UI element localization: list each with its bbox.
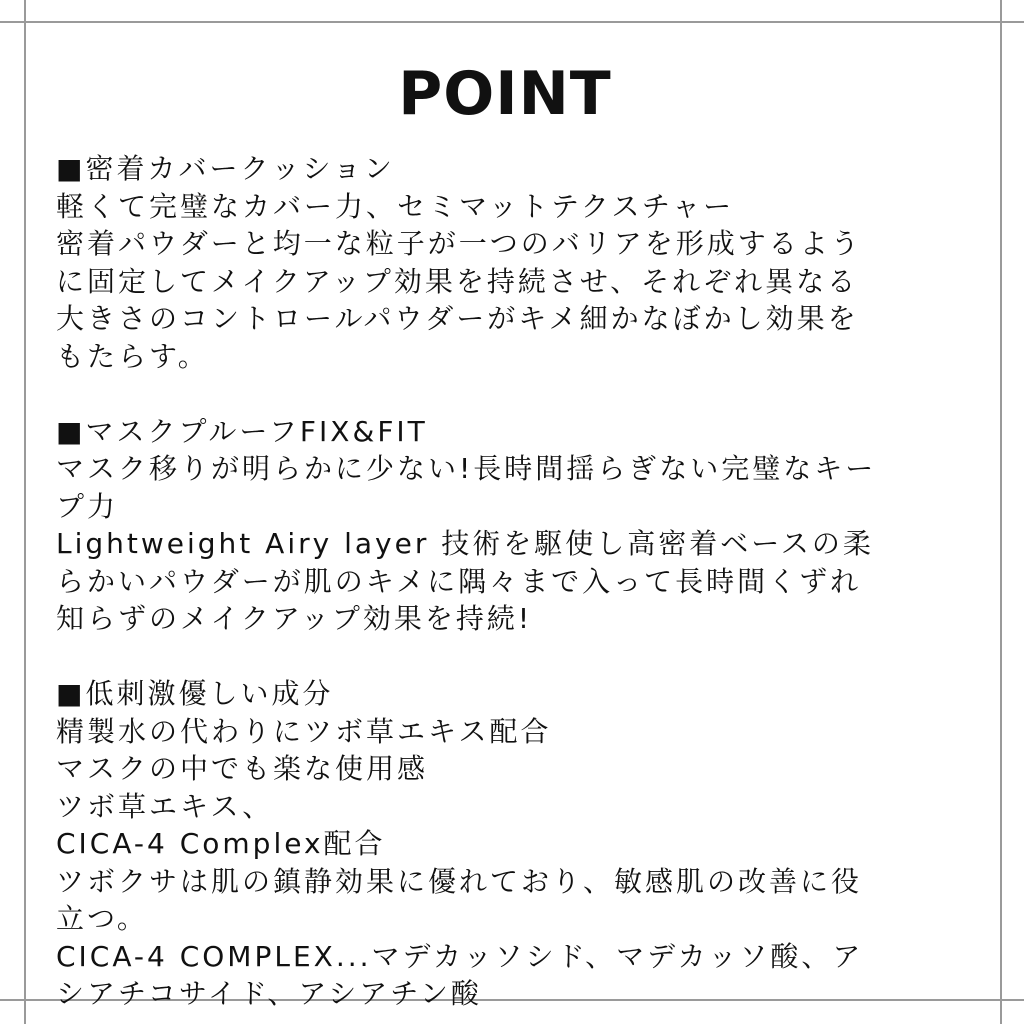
section-heading: ■密着カバークッション <box>56 152 395 185</box>
section-heading: ■低刺激優しい成分 <box>56 677 334 710</box>
section-text-line: Lightweight Airy layer 技術を駆使し高密着ベースの柔 <box>56 527 874 560</box>
section-text-line: もたらす。 <box>56 339 209 373</box>
section-text-line: 知らずのメイクアップ効果を持続! <box>56 602 533 635</box>
frame-line-right <box>1000 0 1002 1024</box>
section-text-line: 精製水の代わりにツボ草エキス配合 <box>56 714 552 748</box>
section-text-line: 軽くて完璧なカバー力、セミマットテクスチャー <box>56 189 735 223</box>
section-text-line: CICA-4 COMPLEX...マデカッソシド、マデカッソ酸、ア <box>56 939 864 973</box>
section-text-line: シアチコサイド、アシアチン酸 <box>56 977 482 1010</box>
section-text-line: マスクの中でも楽な使用感 <box>56 752 429 785</box>
frame-line-left <box>24 0 26 1024</box>
section-low-irritation-ingredients <box>56 675 986 1013</box>
section-adhesive-cover-cushion <box>56 150 986 375</box>
section-text-line: ツボクサは肌の鎮静効果に優れており、敏感肌の改善に役 <box>56 864 863 898</box>
section-text-line: ツボ草エキス、 <box>56 789 274 823</box>
section-text-line: プ力 <box>56 489 119 523</box>
section-text-line: 大きさのコントロールパウダーがキメ細かなぼかし効果を <box>56 302 859 335</box>
section-text-line: らかいパウダーが肌のキメに隅々まで入って長時間くずれ <box>56 564 862 598</box>
point-content <box>56 150 986 1013</box>
frame-line-top <box>0 21 1024 23</box>
page-title: POINT <box>398 59 612 129</box>
section-text-line: 立つ。 <box>56 902 148 935</box>
section-text-line: CICA-4 Complex配合 <box>56 827 386 860</box>
section-heading: ■マスクプルーフFIX&FIT <box>56 414 428 448</box>
section-text-line: に固定してメイクアップ効果を持続させ、それぞれ異なる <box>56 264 859 298</box>
section-text-line: 密着パウダーと均一な粒子が一つのバリアを形成するよう <box>56 227 862 260</box>
section-mask-proof-fix-fit <box>56 413 986 638</box>
section-text-line: マスク移りが明らかに少ない!長時間揺らぎない完璧なキー <box>56 452 877 485</box>
